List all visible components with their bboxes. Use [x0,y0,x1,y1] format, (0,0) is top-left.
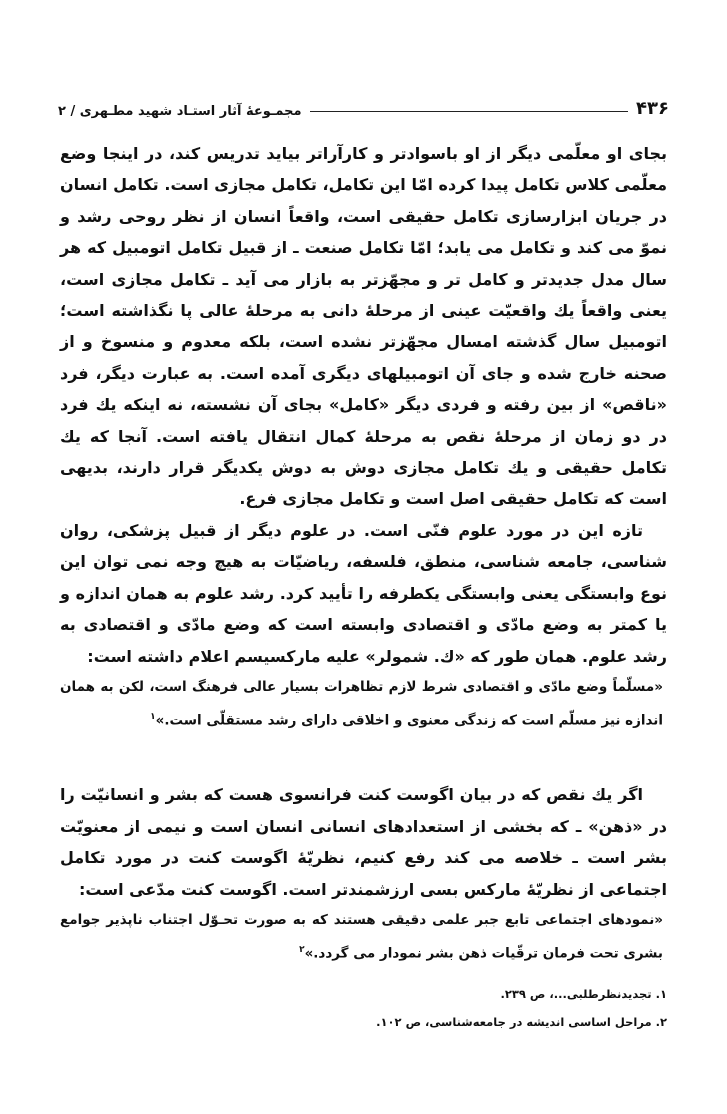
quote-1 [60,672,663,736]
page-header [58,88,669,118]
footnotes [60,980,667,1036]
quote-2 [60,905,663,969]
header-rule [310,111,629,112]
page-body [60,138,667,969]
paragraph-3: اگر یك نقص که در بیان اگوست کنت فرانسوی هست که بشر و انسانیّت را در «ذهن» ـ که بخشی از استعدادهای انسانی انسان است و نیمی از معنویّت بشر است ـ خلاصه می کند رفع کنیم، نظریّهٔ اگوست کنت در مورد تکامل اجتماعی از نظریّهٔ مارکس بسی ارزشمندتر است. اگوست کنت مدّعی است: [60,785,667,899]
paragraph-2: تازه این در مورد علوم فنّی است. در علوم دیگر از قبیل پزشکی، روان شناسی، جامعه شناسی، منطق، فلسفه، ریاضیّات به هیچ وجه نمی توان این نوع وابستگی یعنی وابستگی یکطرفه را تأیید کرد. رشد علوم به همان اندازه و یا کمتر به وضع مادّی و اقتصادی وابسته است که وضع مادّی و اقتصادی به رشد علوم. همان طور که «ك. شمولر» علیه مارکسیسم اعلام داشته است: [60,520,667,666]
footnote-1: ۱. تجدیدنظرطلبی...، ص ۲۳۹. [500,987,667,1001]
page-number: ۴۳۶ [636,98,669,119]
quote-1-text: «مسلّماً وضع مادّی و اقتصادی شرط لازم تظاهرات بسیار عالی فرهنگ است، لکن به همان اندازه نیز مسلّم است که زندگی معنوی و اخلاقی دارای رشد مستقلّی است.» [60,678,663,729]
quote-2-text: «نمودهای اجتماعی تابع جبر علمی دقیقی هستند که به صورت تحـوّل اجتناب ناپذیر جوامع بشری تحت فرمان ترقّیات ذهن بشر نمودار می گردد.» [60,912,663,962]
footnote-ref-1: ۱ [150,711,156,722]
footnote-ref-2: ۲ [299,945,305,956]
footnote-2: ۲. مراحل اساسی اندیشه در جامعه‌شناسی، ص ۱۰۲. [376,1015,667,1029]
running-title: مجمـوعهٔ آثار استـاد شهید مطـهری / ۲ [58,104,302,119]
paragraph-1: بجای او معلّمی دیگر از او باسوادتر و کارآراتر بیاید تدریس کند، در اینجا وضع معلّمی کلاس تکامل پیدا کرده امّا این تکامل، تکامل مجازی است. تکامل انسان در جریان ابزارسازی تکامل حقیقی است، واقعاً انسان از نظر روحی رشد و نموّ می کند و تکامل می یابد؛ امّا تکامل صنعت ـ از قبیل تکامل اتومبیل که هر سال مدل جدیدتر و کامل تر و مجهّزتر به بازار می آید ـ تکامل مجازی است، یعنی واقعاً یك واقعیّت عینی از مرحلهٔ دانی به مرحلهٔ عالی پا نگذاشته است؛ اتومبیل سال گذشته امسال مجهّزتر نشده است، بلکه معدوم و منسوخ و از صحنه خارج شده و جای آن اتومبیلهای دیگری آمده است. به عبارت دیگر، فرد «ناقص» از بین رفته و فردی دیگر «کامل» بجای آن نشسته، نه اینکه یك فرد در دو زمان از مرحلهٔ نقص به مرحلهٔ کمال انتقال یافته است. آنجا که یك تکامل حقیقی و یك تکامل مجازی دوش به دوش یکدیگر قرار دارند، بدیهی است که تکامل حقیقی اصل است و تکامل مجازی فرع. [60,144,667,509]
section-gap [60,735,667,779]
